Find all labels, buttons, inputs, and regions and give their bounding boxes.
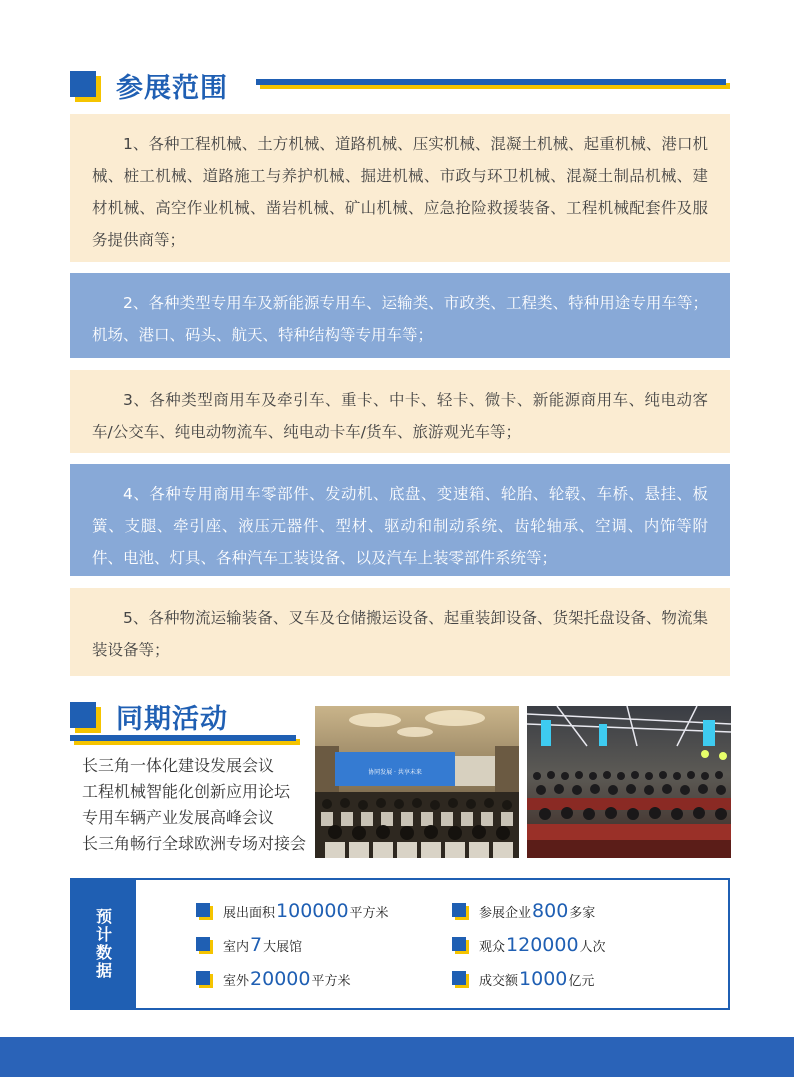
square-bullet-icon [196,903,213,920]
scope-item-3: 3、各种类型商用车及牵引车、重卡、中卡、轻卡、微卡、新能源商用车、纯电动客车/公交车、纯电动物流车、纯电动卡车/货车、旅游观光车等； [70,370,730,453]
footer-bar [0,1037,794,1077]
conference-photo-2 [527,706,731,858]
square-bullet-icon [452,903,469,920]
conference-photo-1 [315,706,519,858]
activities-section-title: 同期活动 [116,704,228,735]
square-bullet-icon [452,971,469,988]
stat-outdoor-area: 室外 20000 平方米 [196,968,350,990]
scope-section-header [70,66,228,105]
scope-section-title: 参展范围 [116,73,228,104]
square-bullet-icon [70,702,100,732]
stats-panel [70,878,730,1010]
activity-item: 长三角畅行全球欧洲专场对接会 [82,834,307,853]
square-bullet-icon [196,937,213,954]
stat-indoor-halls: 室内 7 大展馆 [196,934,302,956]
activities-header-rule [70,735,296,745]
scope-item-1: 1、各种工程机械、土方机械、道路机械、压实机械、混凝土机械、起重机械、港口机械、桩工机械、道路施工与养护机械、掘进机械、市政与环卫机械、混凝土制品机械、建材机械、高空作业机械、凿岩机械、矿山机械、应急抢险救援装备、工程机械配套件及服务提供商等； [70,114,730,262]
activities-section-header [70,697,228,736]
square-bullet-icon [196,971,213,988]
scope-item-5: 5、各种物流运输装备、叉车及仓储搬运设备、起重装卸设备、货架托盘设备、物流集装设备等； [70,588,730,676]
stats-label: 预计数据 [72,880,136,1008]
square-bullet-icon [70,71,100,101]
stat-exhibition-area: 展出面积 100000 平方米 [196,900,389,922]
scope-header-rule [256,79,726,89]
activities-list [82,753,306,857]
square-bullet-icon [452,937,469,954]
activity-item: 工程机械智能化创新应用论坛 [82,782,291,801]
stat-visitors: 观众 120000 人次 [452,934,606,956]
scope-item-2: 2、各种类型专用车及新能源专用车、运输类、市政类、工程类、特种用途专用车等；机场、港口、码头、航天、特种结构等专用车等； [70,273,730,358]
scope-item-4: 4、各种专用商用车零部件、发动机、底盘、变速箱、轮胎、轮毂、车桥、悬挂、板簧、支腿、牵引座、液压元器件、型材、驱动和制动系统、齿轮轴承、空调、内饰等附件、电池、灯具、各种汽车工装设备、以及汽车上装零部件系统等； [70,464,730,576]
stat-exhibitors: 参展企业 800 多家 [452,900,595,922]
activity-item: 长三角一体化建设发展会议 [82,756,275,775]
stage-banner-text: 协同发展 · 共享未来 [368,769,422,776]
activity-item: 专用车辆产业发展高峰会议 [82,808,275,827]
stat-turnover: 成交额 1000 亿元 [452,968,594,990]
